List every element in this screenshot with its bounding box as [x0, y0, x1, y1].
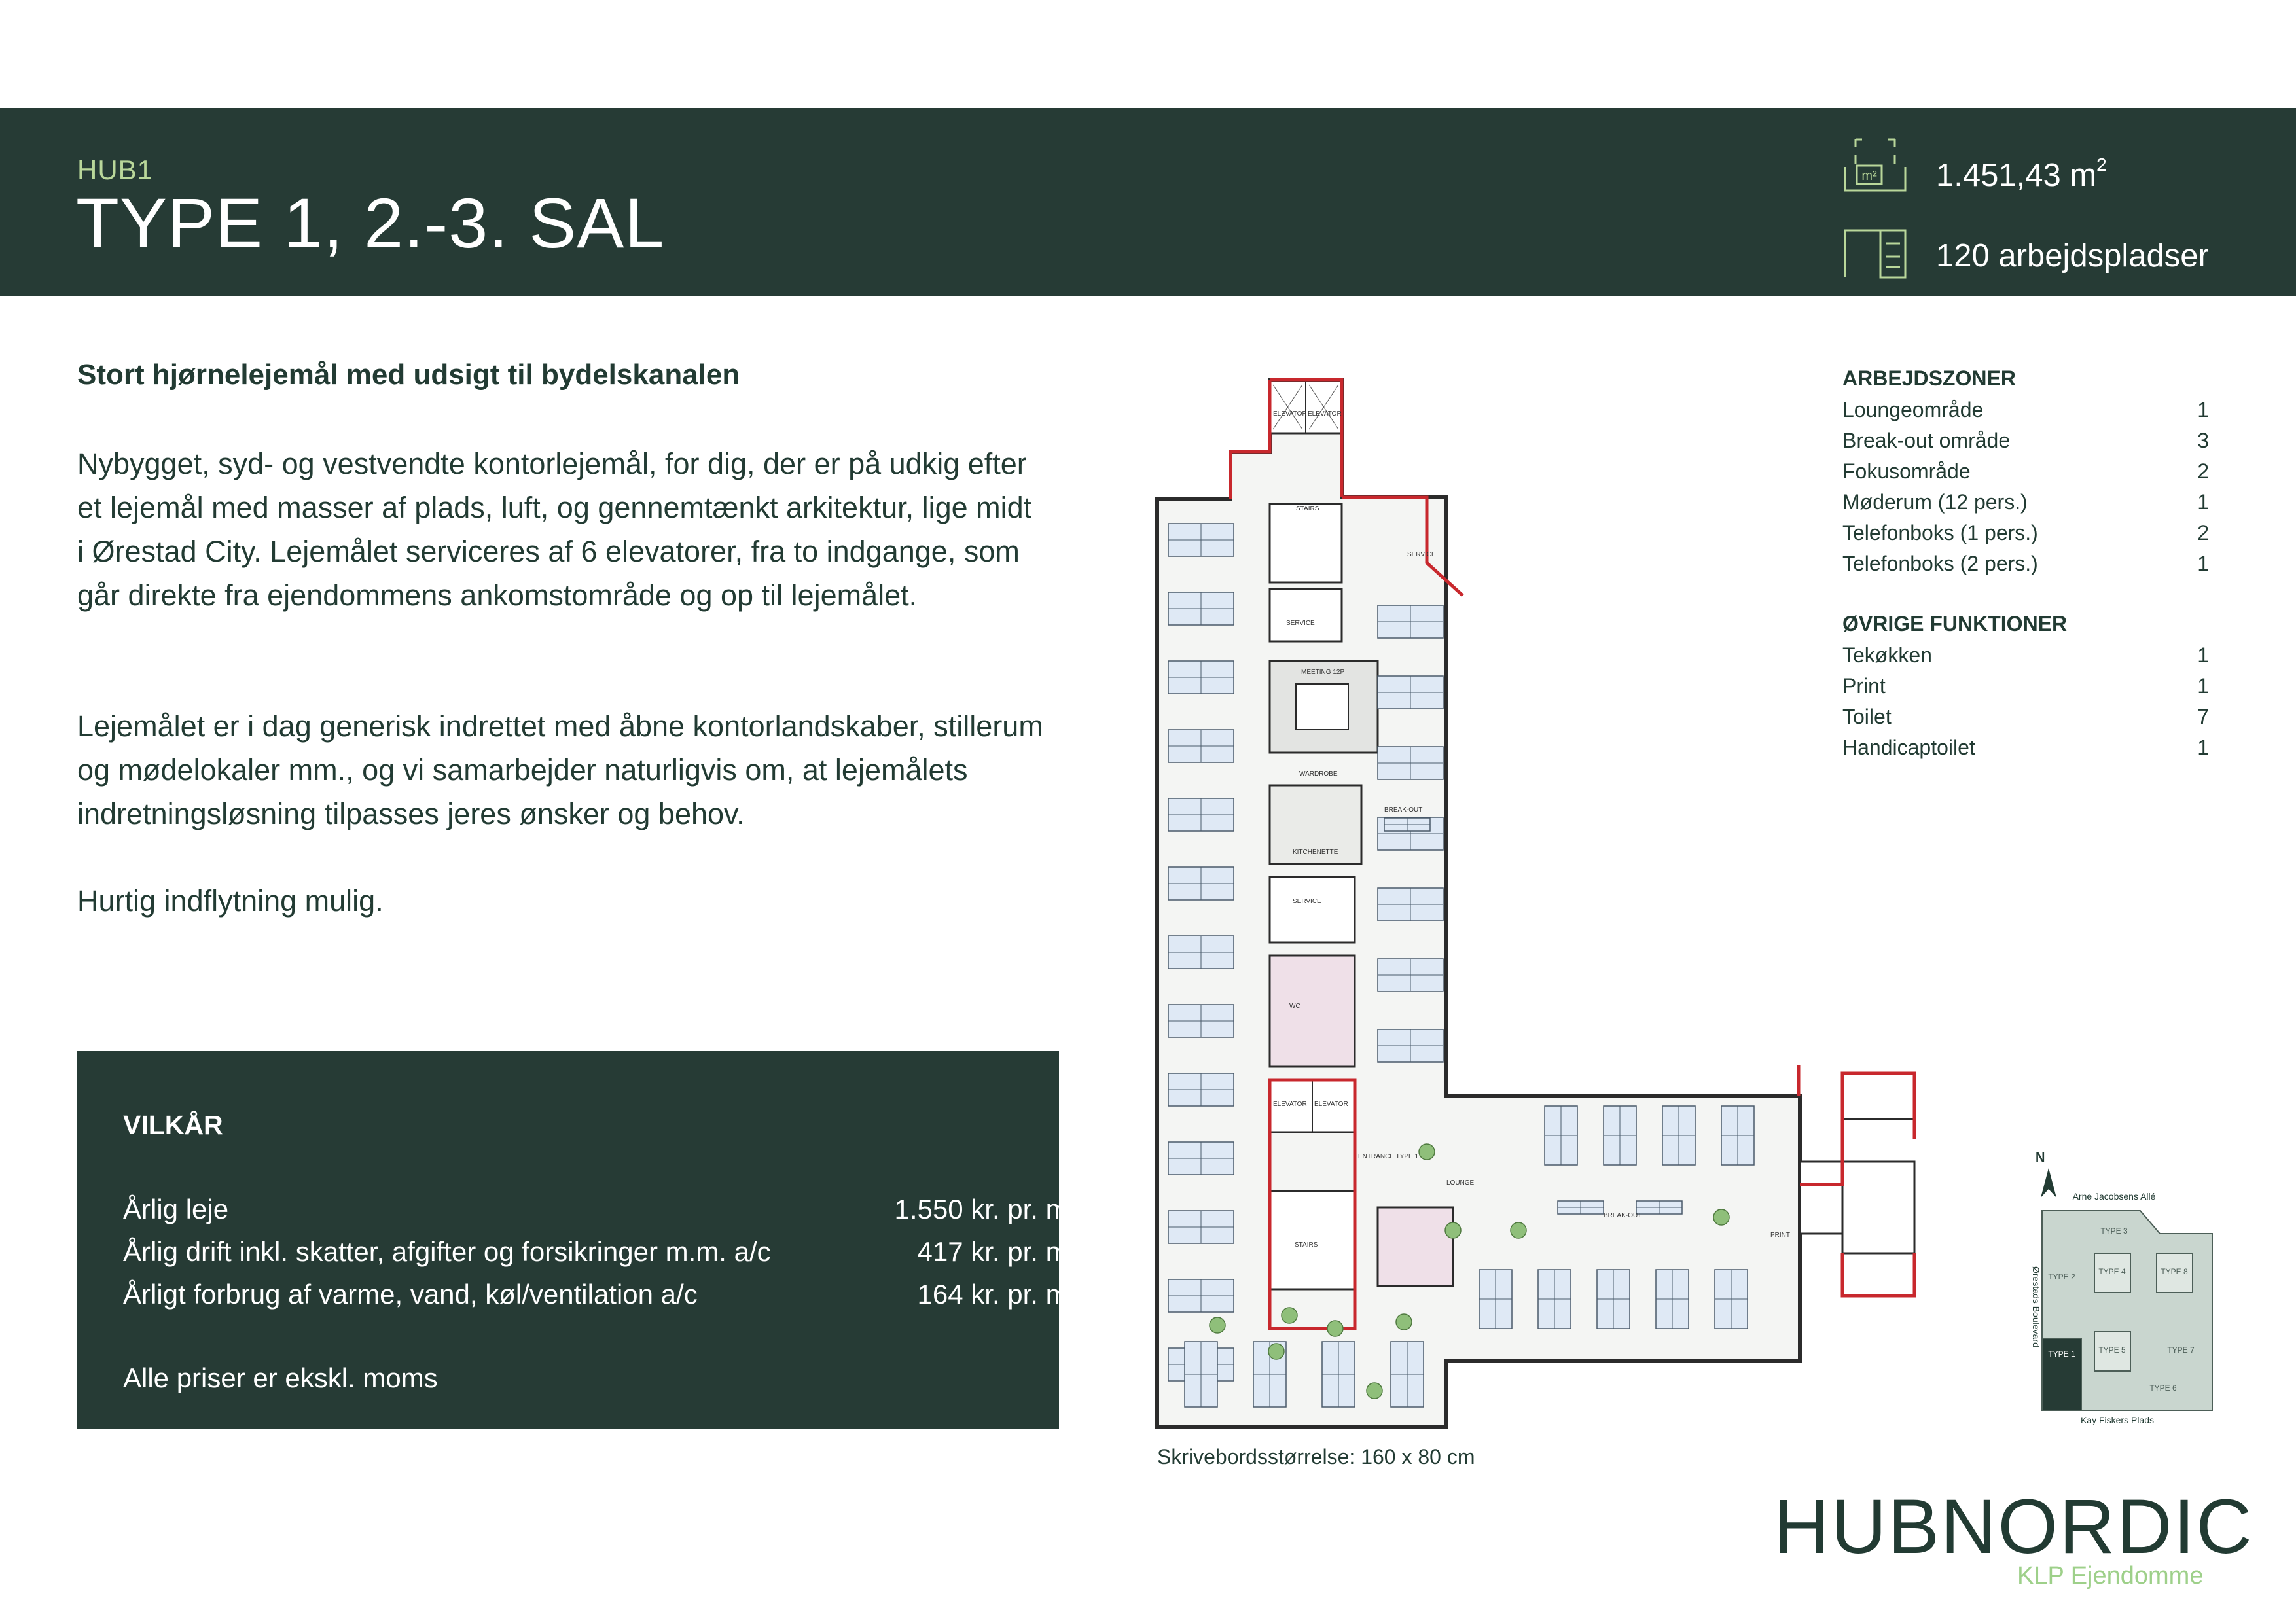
intro-paragraph-3: Hurtig indflytning mulig.	[77, 884, 384, 918]
svg-text:N: N	[2036, 1150, 2045, 1165]
terms-row-rent: Årlig leje 1.550 kr. pr. $m^2$	[123, 1191, 1077, 1224]
terms-title: VILKÅR	[123, 1110, 223, 1140]
zone-row: Fokusområde 2	[1842, 459, 2209, 483]
plan-label: STAIRS	[1296, 505, 1319, 512]
workplaces-count: 120 arbejdspladser	[1936, 238, 2209, 274]
plan-label: SERVICE	[1407, 551, 1436, 558]
zone-row: Break-out område 3	[1842, 429, 2209, 452]
svg-text:TYPE 3: TYPE 3	[2100, 1226, 2128, 1236]
plant-icon	[1419, 1144, 1435, 1160]
plan-label: PRINT	[1770, 1232, 1790, 1239]
stairs-east	[1842, 1162, 1914, 1253]
plan-label: BREAK-OUT	[1384, 806, 1423, 813]
plant-icon	[1713, 1209, 1729, 1225]
zone-row: Møderum (12 pers.) 1	[1842, 490, 2209, 514]
zone-row: Telefonboks (1 pers.) 2	[1842, 521, 2209, 544]
function-row: Toilet 7	[1842, 705, 2209, 728]
plan-outline	[1157, 380, 1800, 1427]
function-row: Tekøkken 1	[1842, 643, 2209, 667]
svg-text:TYPE 5: TYPE 5	[2098, 1346, 2126, 1355]
brand-subtitle: KLP Ejendomme	[2017, 1562, 2204, 1590]
plant-icon	[1367, 1383, 1382, 1399]
wc-east	[1378, 1207, 1453, 1286]
zone-row: Telefonboks (2 pers.) 1	[1842, 552, 2209, 575]
plan-label: KITCHENETTE	[1293, 849, 1338, 856]
svg-text:m²: m²	[1861, 169, 1877, 183]
workplaces-icon	[1842, 223, 1908, 283]
plan-label: WARDROBE	[1299, 770, 1338, 777]
svg-text:TYPE 4: TYPE 4	[2098, 1267, 2126, 1276]
svg-text:Arne Jacobsens Allé: Arne Jacobsens Allé	[2072, 1191, 2156, 1202]
plan-label: LOUNGE	[1446, 1179, 1475, 1186]
plan-label: ELEVATOR	[1314, 1101, 1348, 1108]
plan-label: BREAK-OUT	[1604, 1212, 1642, 1219]
site-map	[2009, 1135, 2225, 1440]
terms-row-operations: Årlig drift inkl. skatter, afgifter og forsikringer m.m. a/c 417 kr. pr. $m^2$	[123, 1234, 1077, 1267]
work-zones-list	[1842, 366, 2209, 582]
plant-icon	[1268, 1344, 1284, 1359]
north-arrow-icon	[2041, 1168, 2056, 1198]
function-row: Handicaptoilet 1	[1842, 736, 2209, 759]
plan-label: SERVICE	[1293, 898, 1321, 905]
svg-text:Ørestads Boulevard: Ørestads Boulevard	[2031, 1266, 2041, 1347]
plant-icon	[1327, 1321, 1343, 1336]
plan-label: ELEVATOR	[1308, 410, 1342, 418]
work-zones-title: ARBEJDSZONER	[1842, 366, 2016, 390]
other-functions-list	[1842, 612, 2209, 766]
lead-heading: Stort hjørnelejemål med udsigt til bydelskanalen	[77, 359, 740, 391]
service-mid	[1270, 877, 1355, 942]
svg-text:TYPE 7: TYPE 7	[2167, 1346, 2195, 1355]
svg-text:TYPE 2: TYPE 2	[2048, 1272, 2075, 1281]
page-title: TYPE 1, 2.-3. SAL	[76, 183, 665, 262]
plant-icon	[1511, 1222, 1526, 1238]
service-north	[1270, 589, 1342, 641]
svg-text:Kay Fiskers Plads: Kay Fiskers Plads	[2080, 1415, 2155, 1425]
wc-cluster	[1270, 955, 1355, 1067]
brand-logo: HUBNORDIC	[1774, 1484, 2253, 1570]
elevator-core-east	[1842, 1073, 1914, 1119]
svg-text:TYPE 6: TYPE 6	[2149, 1383, 2177, 1393]
plan-label: SERVICE	[1286, 620, 1315, 627]
terms-box	[77, 1051, 1077, 1429]
plan-label: STAIRS	[1295, 1241, 1318, 1249]
stairs-entrance	[1270, 1191, 1355, 1289]
intro-paragraph-2: Lejemålet er i dag generisk indrettet med åbne kontorlandskaber, stillerum og mødelokaler mm., og vi samarbejder naturligvis om, at lejemålets indretningsløsning tilpasses jeres ønsker og behov.	[77, 709, 1043, 830]
zone-row: Loungeområde 1	[1842, 398, 2209, 421]
plan-label: WC	[1289, 1003, 1300, 1010]
floor-area-icon	[1842, 134, 1908, 194]
plan-label: MEETING 12P	[1301, 669, 1345, 676]
other-functions-title: ØVRIGE FUNKTIONER	[1842, 612, 2068, 635]
plant-icon	[1210, 1317, 1225, 1333]
intro-paragraph-1: Nybygget, syd- og vestvendte kontorlejemål, for dig, der er på udkig efter et lejemål med masser af plads, luft, og gennemtænkt arkitektur, lige midt i Ørestad City. Lejemålet serviceres af 6 elevatorer, fra to indgange, som går direkte fra ejendommens ankomstområde og op til lejemålet.	[77, 447, 1032, 612]
plant-icon	[1396, 1314, 1412, 1330]
function-row: Print 1	[1842, 674, 2209, 698]
terms-note: Alle priser er ekskl. moms	[123, 1363, 438, 1393]
terms-row-utilities: Årligt forbrug af varme, vand, køl/ventilation a/c 164 kr. pr. $m^2$	[123, 1276, 1077, 1310]
hub-label: HUB1	[77, 154, 154, 185]
plant-icon	[1445, 1222, 1461, 1238]
desk-size-caption: Skrivebordsstørrelse: 160 x 80 cm	[1157, 1445, 1475, 1469]
plan-label: ELEVATOR	[1273, 410, 1307, 418]
plant-icon	[1282, 1308, 1297, 1323]
plan-label: ELEVATOR	[1273, 1101, 1307, 1108]
plan-label: ENTRANCE TYPE 1	[1358, 1153, 1419, 1160]
svg-text:TYPE 8: TYPE 8	[2161, 1267, 2188, 1276]
stairs-north	[1270, 504, 1342, 582]
floor-area-value: 1.451,43 $m^2$	[1936, 154, 2107, 193]
svg-text:TYPE 1: TYPE 1	[2048, 1349, 2075, 1359]
